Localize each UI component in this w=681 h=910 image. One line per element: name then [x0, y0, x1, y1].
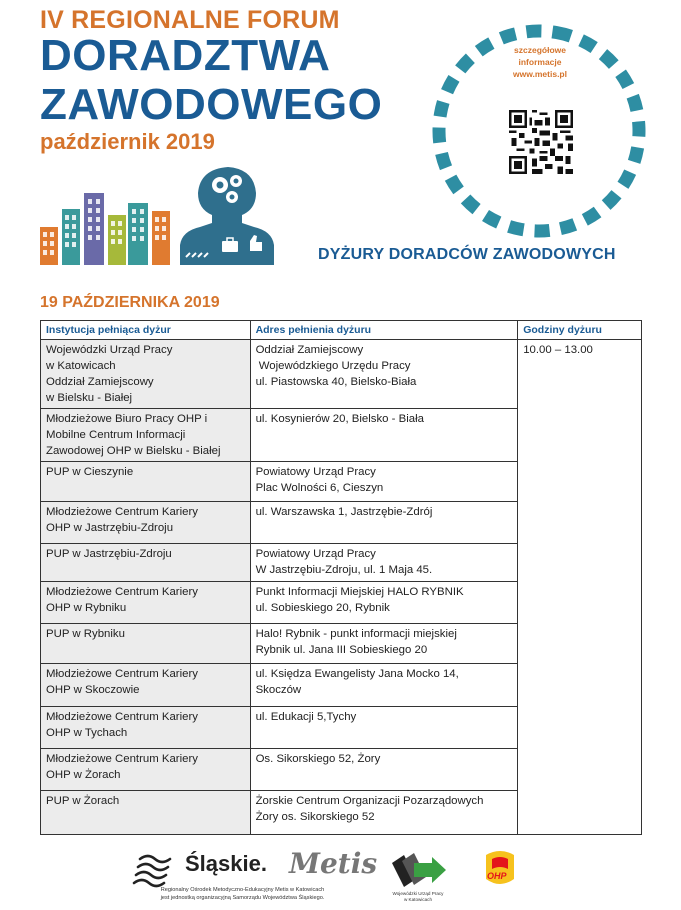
institution-cell: Wojewódzki Urząd Pracy w Katowicach Oddział Zamiejscowy w Bielsku - Białej	[41, 340, 251, 409]
header-address: Adres pełnienia dyżuru	[250, 321, 518, 340]
slaskie-wordmark: Śląskie.	[185, 851, 267, 876]
address-cell: Żorskie Centrum Organizacji Pozarządowych Żory os. Sikorskiego 52	[250, 791, 518, 835]
address-cell: ul. Edukacji 5,Tychy	[250, 707, 518, 749]
table-header-row	[41, 321, 642, 340]
forum-subtitle: IV REGIONALNE FORUM	[40, 6, 340, 34]
address-cell: ul. Warszawska 1, Jastrzębie-Zdrój	[250, 502, 518, 544]
forum-month: październik 2019	[40, 129, 215, 154]
city-skyline-icon	[40, 165, 285, 265]
hours-cell	[518, 340, 642, 835]
details-info	[505, 44, 575, 80]
forum-title-line2: ZAWODOWEGO	[40, 80, 383, 129]
address-cell: Oddział Zamiejscowy Wojewódzkiego Urzędu Pracy ul. Piastowska 40, Bielsko-Biała	[250, 340, 518, 409]
institution-cell: PUP w Rybniku	[41, 624, 251, 664]
head-gears-icon	[180, 167, 274, 265]
institution-cell: Młodzieżowe Centrum Kariery OHP w Żorach	[41, 749, 251, 791]
table-row	[41, 340, 642, 409]
institution-cell: Młodzieżowe Centrum Kariery OHP w Skoczowie	[41, 664, 251, 707]
qr-code-icon	[509, 110, 573, 174]
institution-cell: PUP w Jastrzębiu-Zdroju	[41, 544, 251, 582]
institution-cell: PUP w Żorach	[41, 791, 251, 835]
wup-logo-icon	[392, 853, 446, 887]
institution-cell: Młodzieżowe Centrum Kariery OHP w Jastrzębiu-Zdroju	[41, 502, 251, 544]
address-cell: Os. Sikorskiego 52, Żory	[250, 749, 518, 791]
metis-wordmark: Metis	[289, 847, 378, 880]
metis-caption: Regionalny Ośrodek Metodyczno-Edukacyjny Metis w Katowicach jest jednostką organizacyjną Samorządu Województwa Śląskiego.	[160, 887, 325, 901]
address-cell: Powiatowy Urząd Pracy W Jastrzębiu-Zdroju, ul. 1 Maja 45.	[250, 544, 518, 582]
header-institution: Instytucja pełniąca dyżur	[41, 321, 251, 340]
date-heading: 19 PAŹDZIERNIKA 2019	[40, 294, 220, 311]
address-cell: Halo! Rybnik - punkt informacji miejskiej Rybnik ul. Jana III Sobieskiego 20	[250, 624, 518, 664]
hours-value: 10.00 – 13.00	[523, 344, 593, 356]
institution-cell: Młodzieżowe Centrum Kariery OHP w Rybniku	[41, 582, 251, 624]
details-line2: informacje	[518, 57, 562, 67]
institution-cell: Młodzieżowe Biuro Pracy OHP i Mobilne Centrum Informacji Zawodowej OHP w Bielsku - Białej	[41, 409, 251, 462]
header-hours: Godziny dyżuru	[518, 321, 642, 340]
address-cell: Powiatowy Urząd Pracy Plac Wolności 6, Cieszyn	[250, 462, 518, 502]
forum-title-line1: DORADZTWA	[40, 31, 331, 80]
slaskie-logo-icon	[134, 856, 170, 886]
wup-caption: Wojewódzki Urząd Pracy w Katowicach	[392, 891, 444, 902]
ohp-wordmark: OHP	[487, 871, 507, 881]
address-cell: ul. Kosynierów 20, Bielsko - Biała	[250, 409, 518, 462]
schedule-table	[40, 320, 642, 835]
institution-cell: Młodzieżowe Centrum Kariery OHP w Tychach	[41, 707, 251, 749]
details-url: www.metis.pl	[512, 69, 567, 79]
address-cell: Punkt Informacji Miejskiej HALO RYBNIK ul. Sobieskiego 20, Rybnik	[250, 582, 518, 624]
institution-cell: PUP w Cieszynie	[41, 462, 251, 502]
details-line1: szczegółowe	[514, 45, 566, 55]
duty-title: DYŻURY DORADCÓW ZAWODOWYCH	[318, 246, 616, 263]
address-cell: ul. Księdza Ewangelisty Jana Mocko 14, Skoczów	[250, 664, 518, 707]
